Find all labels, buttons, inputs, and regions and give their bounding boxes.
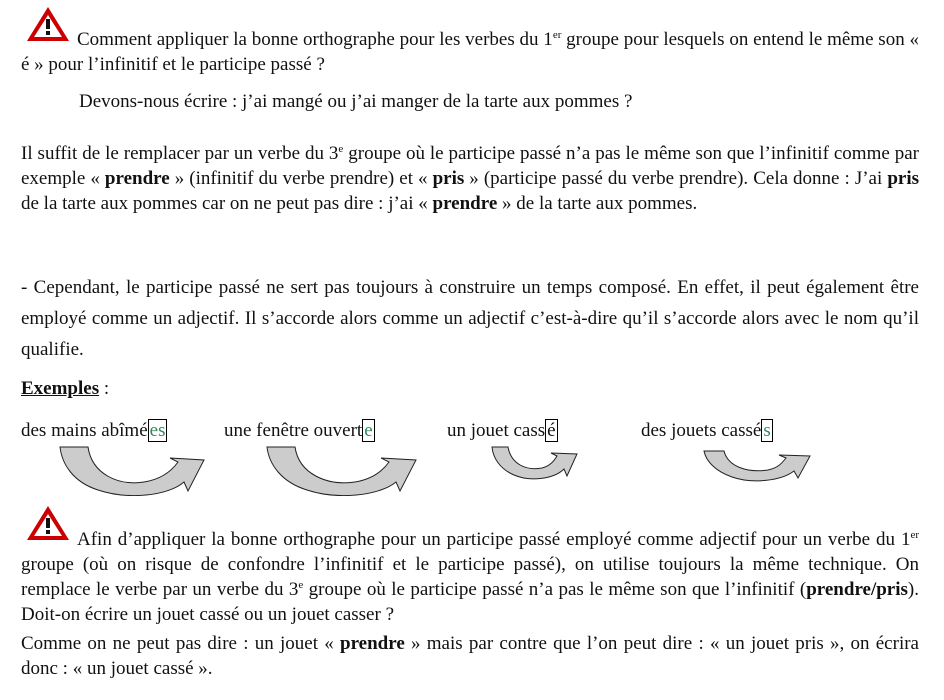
final-paragraph: Afin d’appliquer la bonne orthographe pour un participe passé employé comme adjectif pour un verbe du 1er groupe (où on risque de confondre l’infinitif et le participe passé), on utilise toujours la même technique. On remplace le verbe par un verbe du 3e groupe où le participe passé n’a pas le même son que l’infinitif (prendre/pris). Doit-on écrire un jouet cassé ou un jouet casser ? (21, 529, 919, 625)
example-item: des mains abîmé es (21, 420, 166, 441)
intro-paragraph: Comment appliquer la bonne orthographe pour les verbes du 1er groupe pour lesquels on entend le même son « é » pour l’infinitif et le participe passé ? (21, 29, 919, 75)
example-item: une fenêtre ouvert e (224, 420, 373, 441)
question-line: Devons-nous écrire : j’ai mangé ou j’ai manger de la tarte aux pommes ? (79, 91, 633, 112)
examples-heading: Exemples : (21, 378, 110, 399)
final-conclusion: Comme on ne peut pas dire : un jouet « prendre » mais par contre que l’on peut dire : « un jouet pris », on écrira donc : « un jouet cassé ». (21, 633, 919, 679)
curved-arrow-icon (58, 444, 208, 496)
rule-paragraph: Il suffit de le remplacer par un verbe du 3e groupe où le participe passé n’a pas le même son que l’infinitif comme par exemple « prendre » (infinitif du verbe prendre) et « pris » (participe passé du verbe prendre). Cela donne : J’ai pris de la tarte aux pommes car on ne peut pas dire : j’ai « prendre » de la tarte aux pommes. (21, 143, 919, 214)
example-item: des jouets cassé s (641, 420, 771, 441)
curved-arrow-icon (265, 444, 420, 496)
cependant-paragraph: - Cependant, le participe passé ne sert pas toujours à construire un temps composé. En effet, il peut également être employé comme un adjectif. Il s’accorde alors comme un adjectif c’est-à-dire qu’il s’accorde alors avec le nom qu’il qualifie. (21, 277, 919, 360)
curved-arrow-icon (490, 444, 580, 480)
example-item: un jouet cass é (447, 420, 556, 441)
curved-arrow-icon (702, 448, 814, 482)
